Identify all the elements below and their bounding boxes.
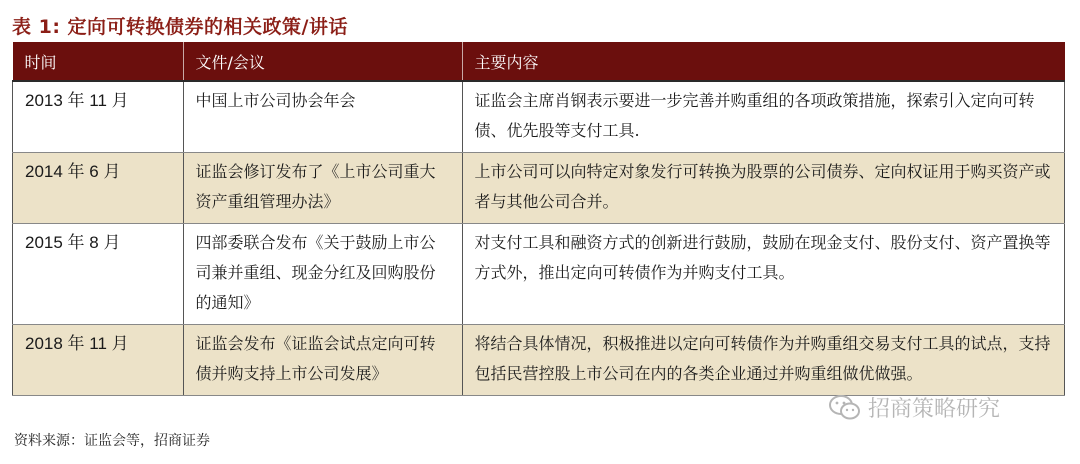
row-date: 2015 年 8 月 <box>13 224 184 325</box>
row-document: 中国上市公司协会年会 <box>183 81 462 153</box>
row-document: 证监会发布《证监会试点定向可转债并购支持上市公司发展》 <box>183 325 462 396</box>
header-content: 主要内容 <box>462 42 1065 81</box>
row-content: 证监会主席肖钢表示要进一步完善并购重组的各项政策措施，探索引入定向可转债、优先股等支付工具. <box>462 81 1065 153</box>
table-row <box>13 153 1065 224</box>
policy-table <box>12 42 1065 396</box>
table-title: 表 1: 定向可转换债券的相关政策/讲话 <box>12 16 348 38</box>
row-document: 四部委联合发布《关于鼓励上市公司兼并重组、现金分红及回购股份的通知》 <box>183 224 462 325</box>
watermark <box>828 392 1000 423</box>
table-row <box>13 325 1065 396</box>
row-content: 上市公司可以向特定对象发行可转换为股票的公司债券、定向权证用于购买资产或者与其他公司合并。 <box>462 153 1065 224</box>
row-date: 2014 年 6 月 <box>13 153 184 224</box>
row-content: 将结合具体情况，积极推进以定向可转债作为并购重组交易支付工具的试点，支持包括民营控股上市公司在内的各类企业通过并购重组做优做强。 <box>462 325 1065 396</box>
watermark-text: 招商策略研究 <box>868 397 1001 422</box>
header-time: 时间 <box>13 42 184 81</box>
row-date: 2013 年 11 月 <box>13 81 184 153</box>
wechat-icon <box>828 394 862 422</box>
table-header-row <box>13 42 1065 81</box>
source-note: 资料来源：证监会等，招商证券 <box>14 433 210 449</box>
row-content: 对支付工具和融资方式的创新进行鼓励，鼓励在现金支付、股份支付、资产置换等方式外，推出定向可转债作为并购支付工具。 <box>462 224 1065 325</box>
table-row <box>13 81 1065 153</box>
header-document: 文件/会议 <box>183 42 462 81</box>
row-document: 证监会修订发布了《上市公司重大资产重组管理办法》 <box>183 153 462 224</box>
table-row <box>13 224 1065 325</box>
row-date: 2018 年 11 月 <box>13 325 184 396</box>
